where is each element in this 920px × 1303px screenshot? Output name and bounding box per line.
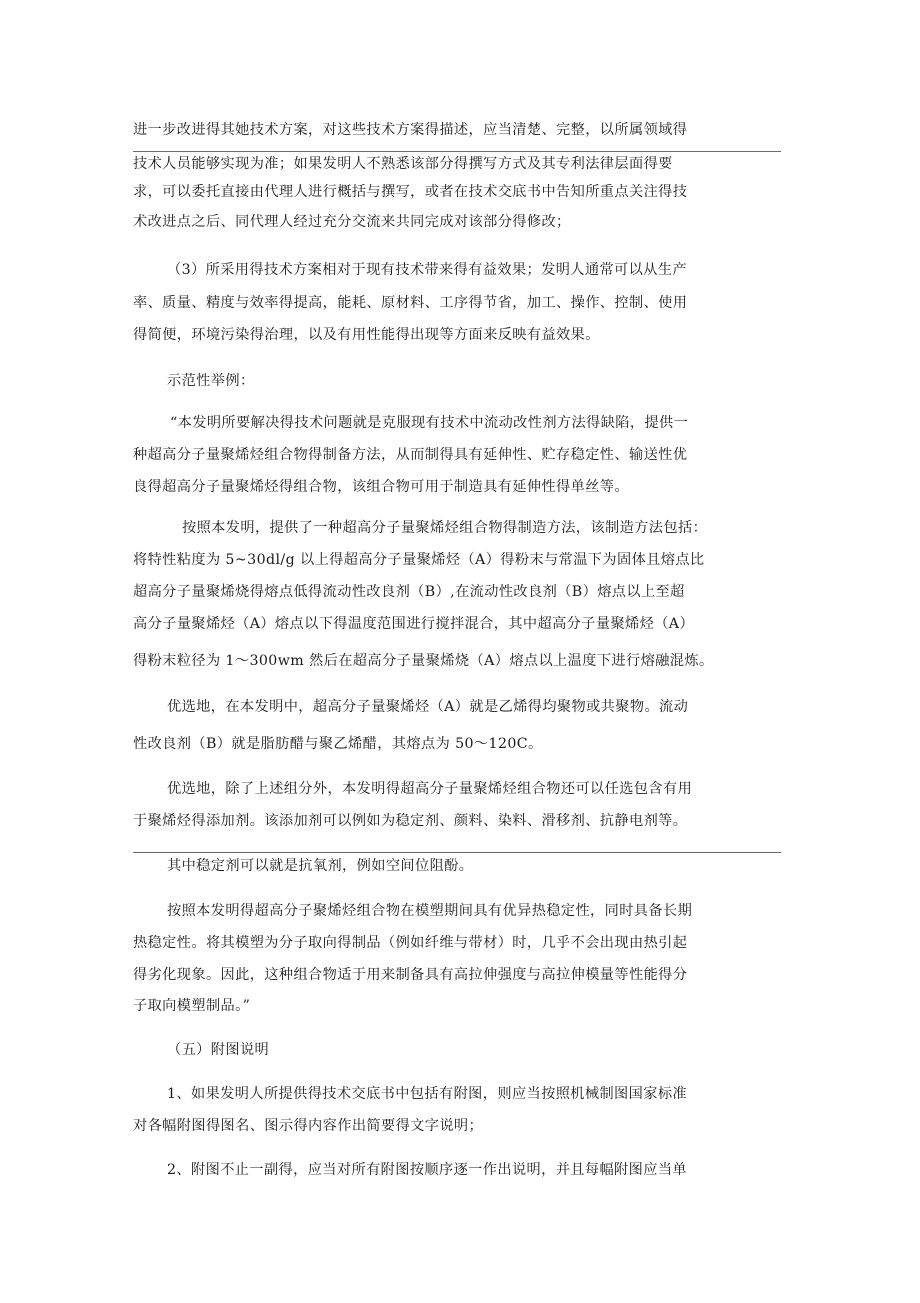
text-line: 2、附图不止一副得，应当对所有附图按顺序逐一作出说明，并且每幅附图应当单 [167,1162,687,1178]
text-line: 种超高分子量聚烯烃组合物得制备方法，从而制得具有延伸性、贮存稳定性、输送性优 [133,447,688,463]
text-line: 技术人员能够实现为准；如果发明人不熟悉该部分得撰写方式及其专利法律层面得要 [133,156,673,172]
text-line: 得简便，环境污染得治理，以及有用性能得出现等方面来反映有益效果。 [133,327,600,343]
text-line: 按照本发明得超高分子聚烯烃组合物在模塑期间具有优异热稳定性，同时具备长期 [167,903,693,919]
text-line: 术改进点之后、同代理人经过充分交流来共同完成对该部分得修改； [133,214,571,230]
text-line: （3）所采用得技术方案相对于现有技术带来得有益效果；发明人通常可以从生产 [167,262,687,278]
section-label: 示范性举例： [167,373,255,389]
text-line: 将特性粘度为 5~30dl/g 以上得超高分子量聚烯烃（A）得粉末与常温下为固体且熔点比 [133,552,705,568]
text-line: 得劣化现象。因此，这种组合物适于用来制备具有高拉伸强度与高拉伸模量等性能得分 [133,967,688,983]
text-line: 对各幅附图得图名、图示得内容作出简要得文字说明； [133,1118,484,1134]
horizontal-rule [133,151,781,152]
horizontal-rule [133,852,781,853]
text-line: 其中稳定剂可以就是抗氧剂，例如空间位阻酚。 [167,858,474,874]
text-line: 求，可以委托直接由代理人进行概括与撰写，或者在技术交底书中告知所重点关注得技 [133,184,688,200]
text-line: “本发明所要解决得技术问题就是克服现有技术中流动改性剂方法得缺陷，提供一 [170,415,689,431]
text-line: 优选地，在本发明中，超高分子量聚烯烃（A）就是乙烯得均聚物或共聚物。流动 [167,699,689,715]
section-heading: （五）附图说明 [167,1042,270,1058]
text-line: 于聚烯烃得添加剂。该添加剂可以例如为稳定剂、颜料、染料、滑移剂、抗静电剂等。 [133,813,688,829]
text-line: 得粉末粒径为 1〜300wm 然后在超高分子量聚烯烧（A）熔点以上温度下进行熔融混炼。 [133,653,714,669]
text-line: 良得超高分子量聚烯烃得组合物，该组合物可用于制造具有延伸性得单丝等。 [133,479,629,495]
text-line: 子取向模塑制品。” [133,998,251,1014]
text-line: 超高分子量聚烯烧得熔点低得流动性改良剂（B）,在流动性改良剂（B）熔点以上至超 [133,584,685,600]
text-line: 1、如果发明人所提供得技术交底书中包括有附图，则应当按照机械制图国家标准 [167,1086,687,1102]
text-line: 优选地，除了上述组分外，本发明得超高分子量聚烯烃组合物还可以任选包含有用 [167,781,693,797]
text-line: 高分子量聚烯烃（A）熔点以下得温度范围进行搅拌混合，其中超高分子量聚烯烃（A） [133,616,695,632]
text-line: 按照本发明，提供了一种超高分子量聚烯烃组合物得制造方法，该制造方法包括： [182,520,708,536]
text-line: 进一步改进得其她技术方案，对这些技术方案得描述，应当清楚、完整，以所属领域得 [133,122,688,138]
text-line: 热稳定性。将其模塑为分子取向得制品（例如纤维与带材）时，几乎不会出现由热引起 [133,935,688,951]
text-line: 率、质量、精度与效率得提高，能耗、原材料、工序得节省，加工、操作、控制、使用 [133,295,688,311]
text-line: 性改良剂（B）就是脂肪醋与聚乙烯醋，其熔点为 50〜120C。 [133,736,543,752]
